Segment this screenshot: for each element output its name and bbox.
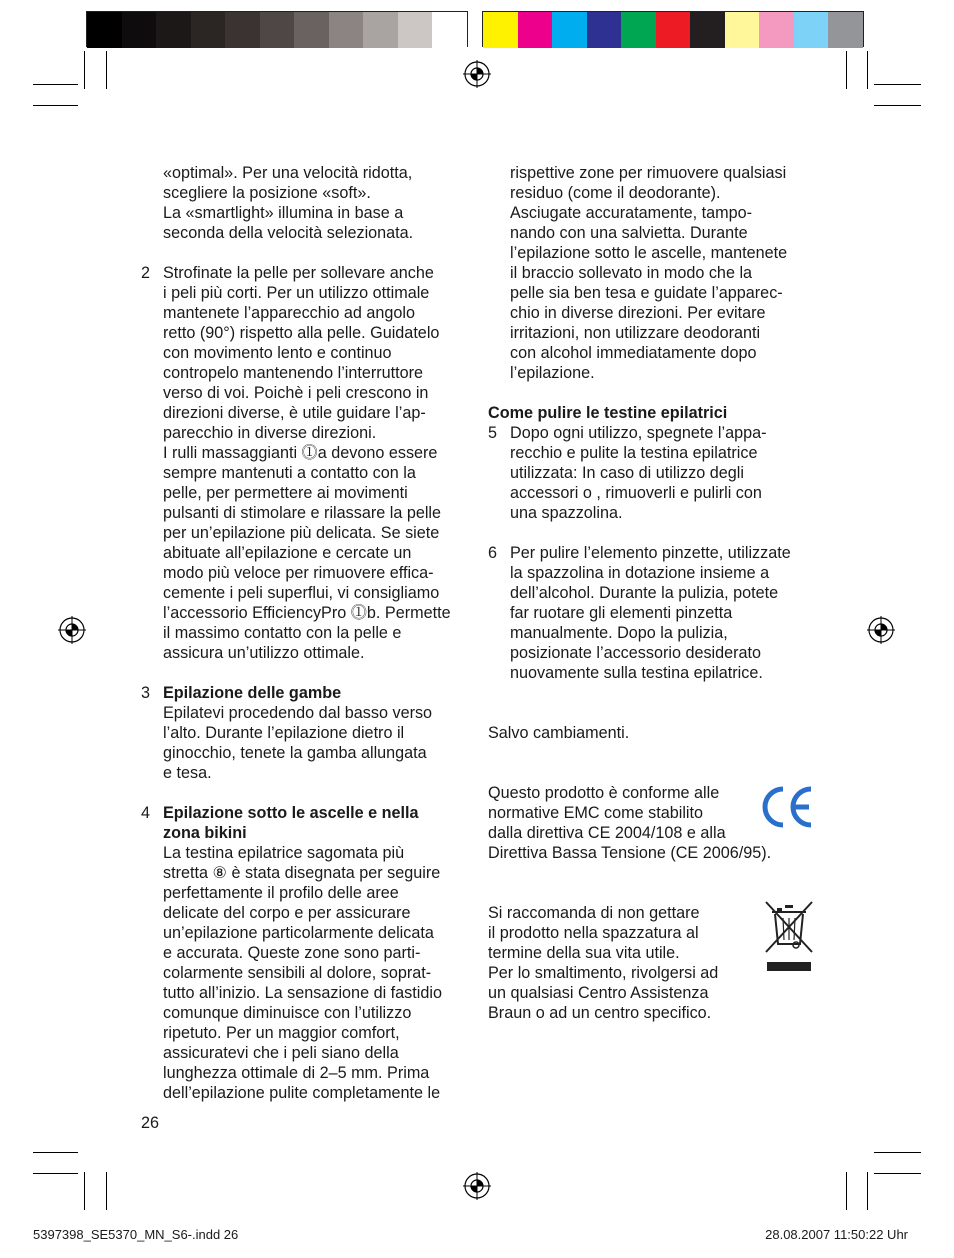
- color-swatch: [828, 12, 863, 48]
- grayscale-color-bar: [86, 11, 468, 47]
- color-swatch: [191, 12, 226, 48]
- item-number: 6: [488, 544, 498, 562]
- timestamp-slug: 28.08.2007 11:50:22 Uhr: [765, 1227, 908, 1242]
- item-number: 5: [488, 424, 498, 442]
- crop-mark: [84, 1172, 85, 1210]
- color-swatch: [363, 12, 398, 48]
- color-swatch: [294, 12, 329, 48]
- crop-mark: [867, 51, 868, 89]
- disposal-statement: Si raccomanda di non gettare il prodotto nella spazzatura al termine della sua vita utile. Per lo smaltimento, rivolgersi ad un qualsiasi Centro Assistenza Braun o ad un centro specifico.: [488, 904, 719, 1022]
- color-swatch: [725, 12, 760, 48]
- crop-mark: [874, 105, 921, 106]
- color-swatch: [156, 12, 191, 48]
- color-swatch: [483, 12, 518, 48]
- item-text: Per pulire l’elemento pinzette, utilizzate la spazzolina in dotazione insieme a dell’alcohol. Durante la pulizia, potete far ruotare gli elementi pinzetta manualmente. Dopo la pulizia, posizionate l’accessorio desiderato nuovamente sulla testina epilatrice.: [510, 544, 791, 682]
- changes-note: Salvo cambiamenti.: [488, 724, 630, 742]
- crop-mark: [84, 51, 85, 89]
- section-heading: Come pulire le testine epilatrici: [488, 404, 728, 422]
- color-swatch: [518, 12, 553, 48]
- ce-mark-icon: [759, 784, 815, 830]
- intro-text: «optimal». Per una velocità ridotta, scegliere la posizione «soft». La «smartlight» illumina in base a seconda della velocità selezionata.: [163, 164, 414, 242]
- item-number: 4: [141, 804, 151, 822]
- crop-mark: [846, 1172, 847, 1210]
- instruction-item-5: [488, 423, 818, 523]
- color-swatch: [587, 12, 622, 48]
- color-swatch: [432, 12, 467, 48]
- file-slug: 5397398_SE5370_MN_S6-.indd 26: [33, 1227, 239, 1242]
- continuation-text: rispettive zone per rimuovere qualsiasi residuo (come il deodorante). Asciugate accuratamente, tampo- nando con una salvietta. Durante l’epilazione sotto le ascelle, mantenete il braccio sollevato in modo che la pelle sia ben tesa e guidate l’apparec- chio in diverse direzioni. Per evitare irritazioni, non utilizzare deodoranti con alcohol immediatamente dopo l’epilazione.: [510, 164, 788, 382]
- color-swatch: [794, 12, 829, 48]
- left-column: [141, 163, 471, 1103]
- crop-mark: [874, 1173, 921, 1174]
- color-swatch: [690, 12, 725, 48]
- crossed-out-bin-icon: [764, 900, 814, 974]
- crop-mark: [33, 105, 78, 106]
- color-swatch: [329, 12, 364, 48]
- registration-mark-icon: [463, 60, 491, 88]
- item-text: Dopo ogni utilizzo, spegnete l’appa- recchio e pulite la testina epilatrice utilizzata: In caso di utilizzo degli accessori o , rimuoverli e pulirli con una spazzolina.: [510, 424, 767, 522]
- color-swatch: [759, 12, 794, 48]
- conformity-statement: Questo prodotto è conforme alle normative EMC come stabilito dalla direttiva CE 2004/108 e alla Direttiva Bassa Tensione (CE 2006/95).: [488, 784, 772, 862]
- registration-mark-icon: [867, 616, 895, 644]
- crop-mark: [33, 84, 78, 85]
- color-swatch: [621, 12, 656, 48]
- instruction-item-2: [141, 263, 471, 663]
- color-swatch: [552, 12, 587, 48]
- crop-mark: [867, 1172, 868, 1210]
- item-number: 2: [141, 264, 151, 282]
- item-text: Epilatevi procedendo dal basso verso l’alto. Durante l’epilazione dietro il ginocchio, tenete la gamba allungata e tesa.: [163, 704, 433, 782]
- crop-mark: [846, 51, 847, 89]
- registration-mark-icon: [463, 1172, 491, 1200]
- color-swatch: [87, 12, 122, 48]
- process-color-bar: [482, 11, 864, 47]
- page-number: 26: [141, 1114, 160, 1132]
- registration-mark-icon: [58, 616, 86, 644]
- item-heading: Epilazione delle gambe: [163, 684, 342, 702]
- item-heading: Epilazione sotto le ascelle e nella zona bikini: [163, 804, 419, 842]
- instruction-item-3: [141, 683, 471, 783]
- crop-mark: [874, 84, 921, 85]
- color-swatch: [656, 12, 691, 48]
- crop-mark: [874, 1152, 921, 1153]
- crop-mark: [33, 1152, 78, 1153]
- color-swatch: [398, 12, 433, 48]
- continuation-paragraph: [488, 163, 818, 383]
- color-swatch: [260, 12, 295, 48]
- crop-mark: [106, 1172, 107, 1210]
- color-swatch: [122, 12, 157, 48]
- instruction-item-4: [141, 803, 471, 1103]
- item-text: La testina epilatrice sagomata più stretta ⑧ è stata disegnata per seguire perfettamente il profilo delle aree delicate del corpo e per assicurare un’epilazione particolarmente delicata e accurata. Queste zone sono parti- colarmente sensibili al dolore, soprat- tutto all’inizio. La sensazione di fastidio comunque diminuisce con l’utilizzo ripetuto. Per un maggior comfort, assicuratevi che i peli siano della lunghezza ottimale di 2–5 mm. Prima dell’epilazione pulite completamente le: [163, 844, 442, 1102]
- right-column: [488, 163, 818, 1023]
- crop-mark: [106, 51, 107, 89]
- item-text: Strofinate la pelle per sollevare anche i peli più corti. Per un utilizzo ottimale mantenete l’apparecchio ad angolo retto (90°) rispetto alla pelle. Guidatelo con movimento lento e continuo contropelo mantenendo l’interruttore verso di voi. Poichè i peli crescono in direzioni diverse, è utile guidare l’ap- parecchio in diverse direzioni. I rulli massaggianti ⓵a devono essere sempre mantenuti a contatto con la pelle, per permettere ai movimenti pulsanti di stimolare e rilassare la pelle per un’epilazione più delicata. Se siete abituate all’epilazione e cercate un modo più veloce per rimuovere effica- cemente i peli superflui, vi consigliamo l’accessorio EfficiencyPro ⓵b. Permette il massimo contatto con la pelle e assicura un’utilizzo ottimale.: [163, 264, 451, 662]
- crop-mark: [33, 1173, 78, 1174]
- color-swatch: [225, 12, 260, 48]
- instruction-item-6: [488, 543, 818, 683]
- intro-paragraph: [141, 163, 471, 243]
- item-number: 3: [141, 684, 151, 702]
